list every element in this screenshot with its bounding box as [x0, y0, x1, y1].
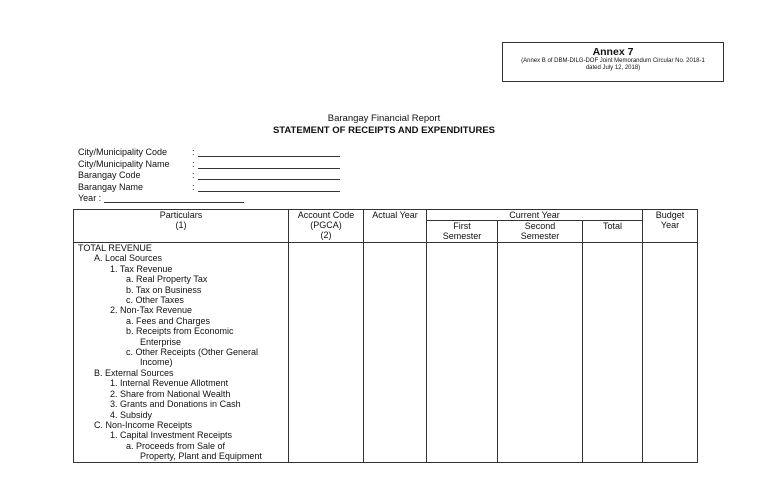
brgy-name-field[interactable]	[198, 182, 340, 192]
item-receipts-economic-cont: Enterprise	[140, 336, 182, 347]
second-semester-header	[498, 221, 583, 243]
account-num-label: (2)	[320, 230, 332, 240]
city-code-row	[78, 147, 340, 159]
city-name-row	[78, 159, 340, 171]
semester-label: Semester	[520, 231, 560, 241]
item-ira: 1. Internal Revenue Allotment	[110, 378, 229, 389]
item-fees-charges: a. Fees and Charges	[126, 315, 211, 326]
total-header	[583, 221, 643, 243]
first-label: First	[453, 221, 471, 231]
separator: :	[192, 181, 195, 192]
year-sub-label: Year	[660, 220, 680, 230]
current-year-header	[427, 210, 643, 221]
year-field[interactable]	[104, 193, 244, 203]
item-non-tax-revenue: 2. Non-Tax Revenue	[110, 305, 193, 316]
item-non-income-receipts: C. Non-Income Receipts	[94, 419, 193, 430]
item-tax-revenue: 1. Tax Revenue	[110, 263, 173, 274]
report-title: STATEMENT OF RECEIPTS AND EXPENDITURES	[272, 125, 496, 136]
brgy-name-row	[78, 182, 340, 194]
item-total-revenue: TOTAL REVENUE	[78, 243, 152, 253]
item-national-wealth: 2. Share from National Wealth	[110, 388, 231, 399]
first-semester-cell[interactable]	[427, 243, 498, 463]
budget-year-header	[643, 210, 698, 243]
item-tax-on-business: b. Tax on Business	[126, 284, 202, 295]
item-proceeds-sale-cont: Property, Plant and Equipment	[140, 451, 262, 462]
brgy-name-label: Barangay Name	[78, 181, 144, 192]
report-heading: Barangay Financial Report	[327, 113, 441, 124]
city-code-label: City/Municipality Code	[78, 147, 168, 157]
account-pgca-label: (PGCA)	[310, 220, 342, 230]
item-local-sources: A. Local Sources	[94, 253, 163, 264]
total-cell[interactable]	[583, 243, 643, 463]
particulars-header-label: Particulars	[159, 210, 203, 220]
annex-subtitle-line1: (Annex B of DBM-DILG-DOF Joint Memorandum Circular No. 2018-1	[521, 58, 705, 64]
city-name-field[interactable]	[198, 159, 340, 169]
year-label: Year :	[78, 193, 102, 203]
item-other-taxes: c. Other Taxes	[126, 295, 184, 306]
item-other-receipts-cont: Income)	[140, 357, 173, 368]
actual-year-label: Actual Year	[372, 210, 418, 220]
budget-year-cell[interactable]	[643, 243, 698, 463]
item-other-receipts: c. Other Receipts (Other General	[126, 347, 259, 358]
account-code-label: Account Code	[297, 210, 355, 220]
particulars-header	[74, 210, 289, 243]
item-grants-donations: 3. Grants and Donations in Cash	[110, 399, 241, 410]
particulars-column	[74, 243, 289, 463]
first-semester-header	[427, 221, 498, 243]
brgy-code-label: Barangay Code	[78, 170, 141, 180]
brgy-code-field[interactable]	[198, 170, 340, 180]
report-table	[73, 209, 698, 463]
annex-box	[502, 42, 724, 82]
info-fields	[78, 147, 340, 205]
item-proceeds-sale: a. Proceeds from Sale of	[126, 440, 226, 451]
city-code-field[interactable]	[198, 147, 340, 157]
total-label: Total	[602, 221, 622, 231]
actual-year-header	[364, 210, 427, 243]
account-code-cell[interactable]	[289, 243, 364, 463]
current-year-label: Current Year	[509, 210, 560, 220]
second-label: Second	[524, 221, 556, 231]
particulars-header-num: (1)	[175, 220, 187, 230]
separator: :	[192, 158, 195, 169]
city-name-label: City/Municipality Name	[78, 158, 170, 169]
annex-title: Annex 7	[592, 46, 634, 58]
item-receipts-economic: b. Receipts from Economic	[126, 326, 234, 337]
item-real-property-tax: a. Real Property Tax	[126, 274, 208, 285]
separator: :	[192, 147, 195, 157]
item-capital-investment: 1. Capital Investment Receipts	[110, 430, 233, 441]
second-semester-cell[interactable]	[498, 243, 583, 463]
year-row	[78, 193, 340, 205]
annex-subtitle-line2: dated July 12, 2018)	[585, 65, 641, 71]
brgy-code-row	[78, 170, 340, 182]
budget-label: Budget	[655, 210, 685, 220]
semester-label: Semester	[442, 231, 482, 241]
item-external-sources: B. External Sources	[94, 367, 174, 378]
item-subsidy: 4. Subsidy	[110, 409, 153, 420]
separator: :	[192, 170, 195, 180]
actual-year-cell[interactable]	[364, 243, 427, 463]
account-code-header	[289, 210, 364, 243]
